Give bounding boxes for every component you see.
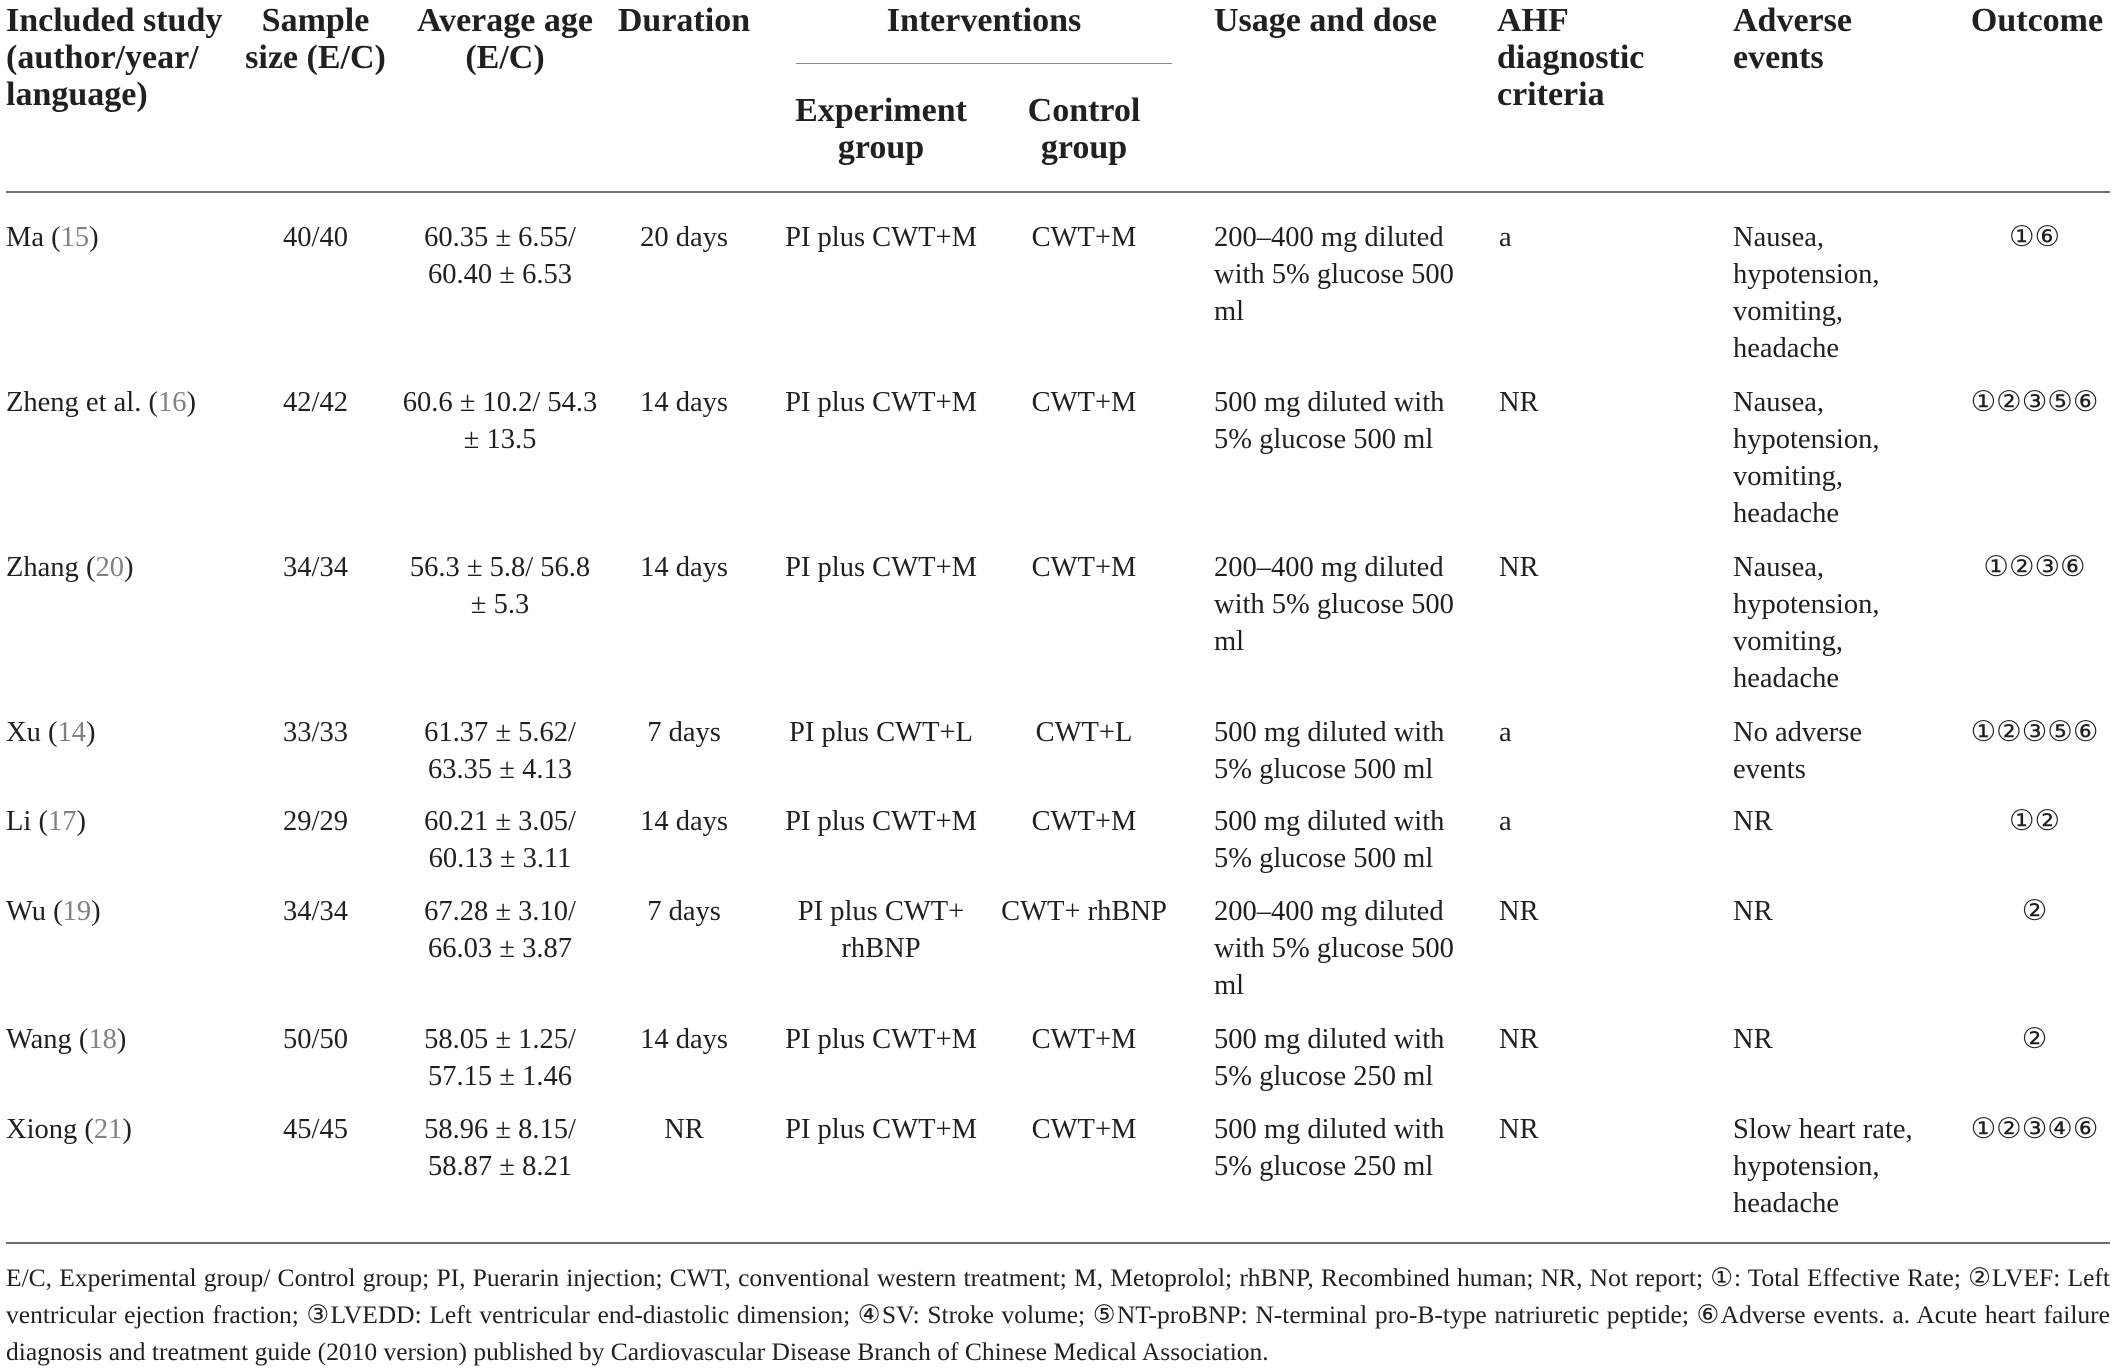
outcome-cell: ①②③⑥	[1983, 552, 2086, 583]
usage-dose-cell: 200–400 mg diluted with 5% glucose 500 ml	[1214, 896, 1454, 1001]
duration-cell: NR	[664, 1114, 704, 1145]
citation-link[interactable]: 20	[95, 552, 124, 583]
average-age-cell: 67.28 ± 3.10/ 66.03 ± 3.87	[424, 896, 576, 964]
outcome-cell: ①②③⑤⑥	[1970, 387, 2099, 418]
author-name: Ma	[6, 222, 44, 253]
table-bottom-rule	[6, 1242, 2110, 1244]
citation-link[interactable]: 15	[60, 222, 90, 253]
adverse-events-cell: NR	[1733, 896, 1773, 927]
duration-cell: 7 days	[647, 717, 721, 748]
header-control-group: Control group	[1027, 92, 1141, 166]
average-age-cell: 60.21 ± 3.05/ 60.13 ± 3.11	[424, 806, 576, 874]
control-group-cell: CWT+M	[1031, 552, 1137, 583]
header-experiment-group: Experiment group	[795, 92, 967, 166]
outcome-cell: ①②③④⑥	[1970, 1114, 2099, 1145]
average-age-cell: 61.37 ± 5.62/ 63.35 ± 4.13	[424, 717, 576, 785]
usage-dose-cell: 500 mg diluted with 5% glucose 250 ml	[1214, 1114, 1445, 1182]
adverse-events-cell: No adverse events	[1733, 717, 1862, 785]
outcome-cell: ②	[2021, 1024, 2048, 1055]
citation-link[interactable]: 19	[62, 896, 92, 927]
citation-link[interactable]: 21	[93, 1114, 123, 1145]
adverse-events-cell: Nausea, hypotension, vomiting, headache	[1733, 552, 1880, 694]
duration-cell: 14 days	[640, 387, 728, 418]
header-sample-size: Sample size (E/C)	[245, 2, 386, 76]
experiment-group-cell: PI plus CWT+M	[785, 806, 977, 837]
outcome-cell: ②	[2021, 896, 2048, 927]
study-cell: Zhang (20)	[6, 552, 134, 583]
interventions-underline	[796, 63, 1172, 64]
average-age-cell: 58.96 ± 8.15/ 58.87 ± 8.21	[424, 1114, 576, 1182]
usage-dose-cell: 200–400 mg diluted with 5% glucose 500 ml	[1214, 222, 1454, 327]
usage-dose-cell: 500 mg diluted with 5% glucose 500 ml	[1214, 717, 1445, 785]
usage-dose-cell: 500 mg diluted with 5% glucose 500 ml	[1214, 806, 1445, 874]
sample-size-cell: 50/50	[283, 1024, 348, 1055]
adverse-events-cell: NR	[1733, 1024, 1773, 1055]
ahf-criteria-cell: a	[1499, 806, 1512, 837]
ahf-criteria-cell: NR	[1499, 387, 1539, 418]
average-age-cell: 56.3 ± 5.8/ 56.8 ± 5.3	[409, 552, 591, 620]
sample-size-cell: 45/45	[283, 1114, 348, 1145]
control-group-cell: CWT+M	[1031, 387, 1137, 418]
outcome-cell: ①②	[2008, 806, 2061, 837]
ahf-criteria-cell: NR	[1499, 1024, 1539, 1055]
control-group-cell: CWT+M	[1031, 1114, 1137, 1145]
author-name: Li	[6, 806, 32, 837]
control-group-cell: CWT+M	[1031, 806, 1137, 837]
ahf-criteria-cell: NR	[1499, 552, 1539, 583]
duration-cell: 14 days	[640, 806, 728, 837]
average-age-cell: 60.35 ± 6.55/ 60.40 ± 6.53	[424, 222, 576, 290]
study-cell: Wang (18)	[6, 1024, 127, 1055]
study-cell: Wu (19)	[6, 896, 101, 927]
adverse-events-cell: Nausea, hypotension, vomiting, headache	[1733, 222, 1880, 364]
citation-link[interactable]: 14	[57, 717, 86, 748]
study-cell: Li (17)	[6, 806, 86, 837]
author-name: Xu	[6, 717, 41, 748]
ahf-criteria-cell: a	[1499, 222, 1512, 253]
sample-size-cell: 40/40	[283, 222, 348, 253]
experiment-group-cell: PI plus CWT+M	[785, 1024, 977, 1055]
author-name: Wang	[6, 1024, 72, 1055]
ahf-criteria-cell: NR	[1499, 896, 1539, 927]
usage-dose-cell: 200–400 mg diluted with 5% glucose 500 ml	[1214, 552, 1454, 657]
sample-size-cell: 33/33	[283, 717, 348, 748]
duration-cell: 20 days	[640, 222, 728, 253]
experiment-group-cell: PI plus CWT+ rhBNP	[797, 896, 965, 964]
header-average-age: Average age (E/C)	[417, 2, 593, 76]
citation-link[interactable]: 16	[157, 387, 187, 418]
citation-link[interactable]: 18	[88, 1024, 117, 1055]
sample-size-cell: 42/42	[283, 387, 348, 418]
experiment-group-cell: PI plus CWT+M	[785, 552, 977, 583]
control-group-cell: CWT+L	[1035, 717, 1133, 748]
adverse-events-cell: NR	[1733, 806, 1773, 837]
ahf-criteria-cell: NR	[1499, 1114, 1539, 1145]
header-bottom-rule	[6, 191, 2110, 193]
header-usage-dose: Usage and dose	[1214, 2, 1437, 39]
author-name: Wu	[6, 896, 47, 927]
average-age-cell: 58.05 ± 1.25/ 57.15 ± 1.46	[424, 1024, 576, 1092]
study-cell: Xiong (21)	[6, 1114, 132, 1145]
duration-cell: 14 days	[640, 1024, 728, 1055]
header-outcome: Outcome	[1970, 2, 2104, 39]
citation-link[interactable]: 17	[47, 806, 77, 837]
study-cell: Ma (15)	[6, 222, 99, 253]
ahf-criteria-cell: a	[1499, 717, 1512, 748]
experiment-group-cell: PI plus CWT+M	[785, 387, 977, 418]
experiment-group-cell: PI plus CWT+L	[789, 717, 973, 748]
header-included-study: Included study (author/year/ language)	[6, 2, 223, 113]
header-adverse-events: Adverse events	[1733, 2, 1852, 76]
header-ahf-criteria: AHF diagnostic criteria	[1497, 2, 1645, 113]
outcome-cell: ①⑥	[2008, 222, 2061, 253]
sample-size-cell: 34/34	[283, 896, 348, 927]
table-footnote: E/C, Experimental group/ Control group; PI, Puerarin injection; CWT, conventional western treatment; M, Metoprolol; rhBNP, Recombined human; NR, Not report; ①: Total Effective Rate; ②LVEF: Left ventricular ejection fraction; ③LVEDD: Left ventricular end-diastolic dimension; ④SV: Stroke volume; ⑤NT-proBNP: N-terminal pro-B-type natriuretic peptide; ⑥Adverse events. a. Acute heart failure diagnosis and treatment guide (2010 version) published by Cardiovascular Disease Branch of Chinese Medical Association.	[6, 1263, 2110, 1366]
duration-cell: 7 days	[647, 896, 721, 927]
sample-size-cell: 29/29	[283, 806, 348, 837]
usage-dose-cell: 500 mg diluted with 5% glucose 250 ml	[1214, 1024, 1445, 1092]
control-group-cell: CWT+M	[1031, 222, 1137, 253]
usage-dose-cell: 500 mg diluted with 5% glucose 500 ml	[1214, 387, 1445, 455]
control-group-cell: CWT+M	[1031, 1024, 1137, 1055]
study-cell: Xu (14)	[6, 717, 96, 748]
outcome-cell: ①②③⑤⑥	[1970, 717, 2099, 748]
control-group-cell: CWT+ rhBNP	[1001, 896, 1167, 927]
sample-size-cell: 34/34	[283, 552, 348, 583]
author-name: Xiong	[6, 1114, 78, 1145]
experiment-group-cell: PI plus CWT+M	[785, 222, 977, 253]
header-interventions: Interventions	[886, 2, 1082, 39]
study-cell: Zheng et al. (16)	[6, 387, 196, 418]
author-name: Zhang	[6, 552, 79, 583]
duration-cell: 14 days	[640, 552, 728, 583]
header-duration: Duration	[617, 2, 751, 39]
average-age-cell: 60.6 ± 10.2/ 54.3 ± 13.5	[402, 387, 598, 455]
author-name: Zheng et al.	[6, 387, 142, 418]
adverse-events-cell: Nausea, hypotension, vomiting, headache	[1733, 387, 1880, 529]
adverse-events-cell: Slow heart rate, hypotension, headache	[1733, 1114, 1913, 1219]
experiment-group-cell: PI plus CWT+M	[785, 1114, 977, 1145]
